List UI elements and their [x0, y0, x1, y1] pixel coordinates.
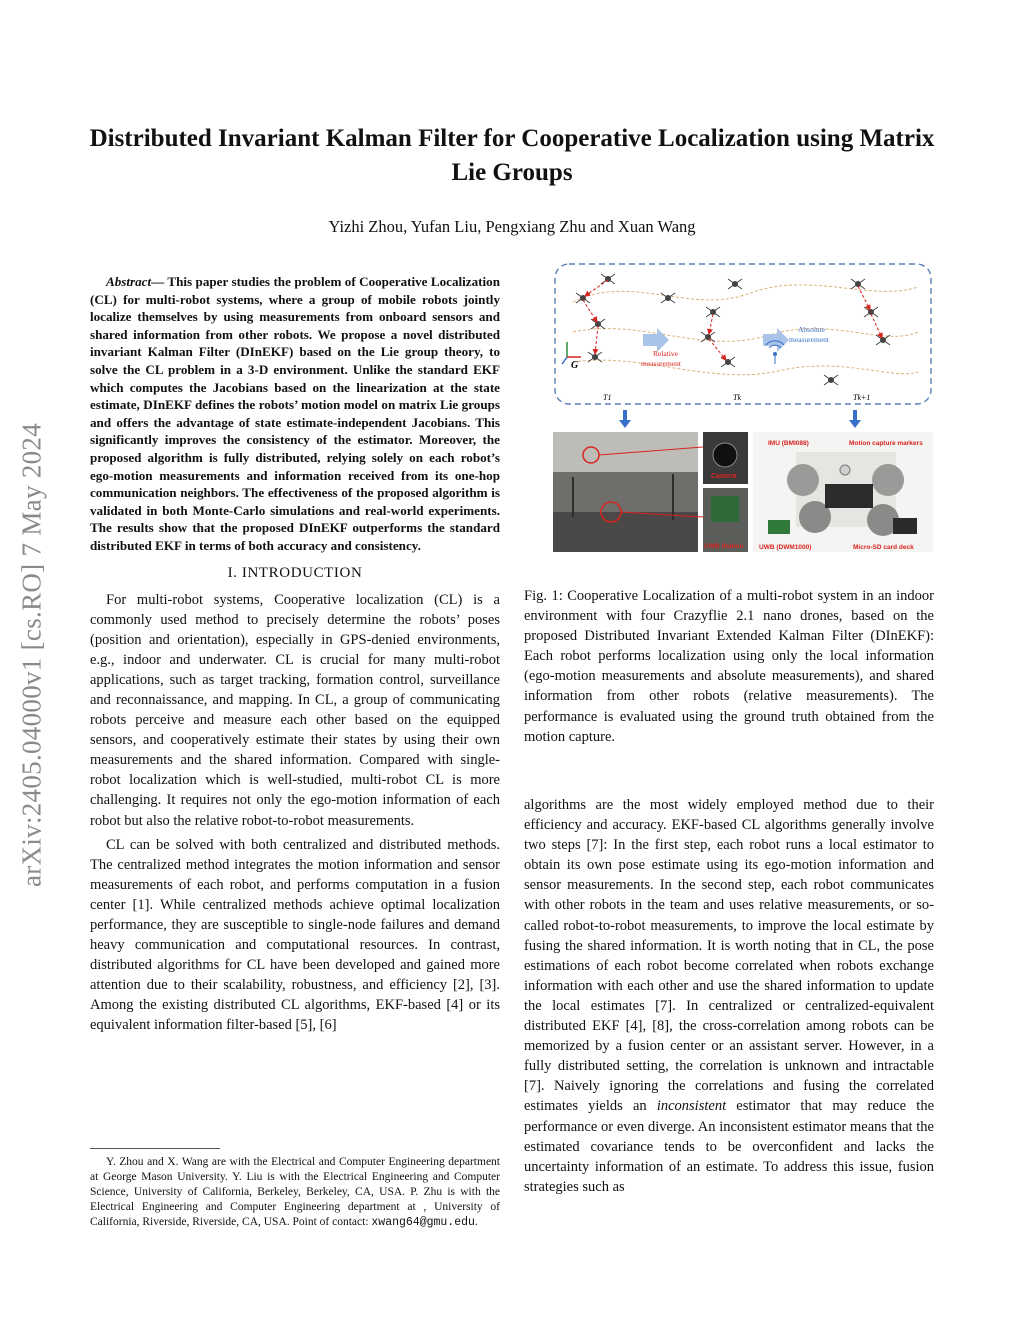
sd-deck-icon — [893, 518, 917, 534]
drone-body-icon — [825, 484, 873, 508]
camera-lens-icon — [713, 443, 737, 467]
propeller-icon — [872, 464, 904, 496]
relative-label-line2: measurement — [641, 359, 681, 368]
abstract — [90, 273, 500, 555]
uwb-label: UWB (DWM1000) — [759, 544, 812, 551]
arxiv-stamp-text: arXiv:2405.04000v1 [cs.RO] 7 May 2024 — [16, 422, 47, 888]
footnote-divider — [90, 1148, 220, 1149]
lab-photo-ceiling — [553, 432, 698, 472]
uwb-module-icon — [768, 520, 790, 534]
intro-paragraph-3-tail: estimator that may reduce the performance or even diverge. An inconsistent estimator means that the estimated covariance tends to be overconfident and lacks the uncertainty information of an estimate. To address this issue, fusion strategies such as — [524, 1098, 935, 1195]
camera-label: Camera — [711, 473, 737, 480]
frame-label: G — [571, 360, 579, 371]
uwb-board-icon — [711, 496, 739, 522]
marker-ball-icon — [840, 465, 850, 475]
time-label-tk: Tk — [733, 393, 741, 402]
markers-label: Motion capture markers — [849, 440, 923, 447]
intro-paragraph-3-text: algorithms are the most widely employed method due to their efficiency and accuracy. EKF-based CL algorithms generally involve two steps [7]: In the first step, each robot runs a local estimator to obtain its own pose estimate using its ego-motion information and sensor measurements. In the second step, each robot communicates with other robots in the team and uses relative measurements, or so-called robot-to-robot measurements, to improve the local estimate by fusing the shared information. It is worth noting that in CL, the pose estimations of each robot become correlated when robots exchange information with each other and use the shared information to update the local estimates [7]. In centralized or centralized-equivalent distributed EKF [4], [8], the cross-correlation among robots can be memorized by a fusion center or an assistant server. However, in a fully distributed setting, the correlation is unknown and intractable [7]. Naively ignoring the correlations and fusing the correlated estimates yields an — [524, 797, 934, 1115]
figure-1 — [553, 262, 933, 554]
down-arrow-icon — [619, 410, 631, 428]
figure-caption: Fig. 1: Cooperative Localization of a multi-robot system in an indoor environment with four Crazyflie 2.1 nano drones, based on the proposed Distributed Invariant Extended Kalman Filter (DInEKF): Each robot performs localization using only the local information (ego-motion measurements and absolute measurements), and shared information from other robots (relative measurements). The performance is evaluated using the ground truth obtained from the motion capture. — [524, 588, 934, 745]
intro-paragraph-1: For multi-robot systems, Cooperative localization (CL) is a commonly used method to precisely determine the robots’ poses (position and orientation), especially in GPS-denied environments, e.g., indoor and underwater. CL is crucial for many multi-robot applications, such as target tracking, formation control, surveillance and reconnaissance, and mapping. In CL, a group of communicating robots perceive and measure each other based on the equipped sensors, and cooperatively estimate their states by using their own measurements and the shared information. Compared with single-robot localization which is well-studied, multi-robot CL is more challenging. It requires not only the ego-motion information of each robot but also the relative robot-to-robot measurements. — [90, 591, 500, 829]
sd-label: Micro-SD card deck — [853, 544, 914, 551]
abstract-text: — This paper studies the problem of Cooperative Localization (CL) for multi-robot systems, where a group of mobile robots jointly localize themselves by using measurements from onboard sensors and shared information from other robots. We propose a novel distributed invariant Kalman Filter (DInEKF) based on the Lie group theory, to solve the CL problem in a 3-D environment. Unlike the standard EKF which computes the Jacobians based on the linearization at the state estimate, DInEKF defines the robots’ motion model on matrix Lie groups and offers the advantage of state estimate-independent Jacobians. This significantly improves the consistency of the estimator. Moreover, the proposed algorithm is fully distributed, relying solely on each robot’s ego-motion measurements and information received from its one-hop communication neighbors. The effectiveness of the proposed algorithm is validated in both Monte-Carlo simulations and real-world experiments. The results show that the proposed DInEKF outperforms the standard distributed EKF in terms of both accuracy and consistency. — [90, 274, 500, 553]
time-label-t1: T1 — [603, 393, 612, 402]
absolute-label-line1: Absolute — [798, 325, 826, 334]
relative-label-line1: Relative — [653, 349, 678, 358]
inconsistent-emphasis: inconsistent — [656, 1098, 727, 1115]
paper-authors: Yizhi Zhou, Yufan Liu, Pengxiang Zhu and Xuan Wang — [328, 217, 696, 236]
left-column — [90, 273, 500, 1036]
section-heading-introduction: I. INTRODUCTION — [227, 564, 363, 581]
footnote-end: . — [474, 1216, 478, 1229]
imu-label: IMU (BMI088) — [768, 440, 809, 447]
lab-photo-floor — [553, 512, 698, 552]
abstract-lead: Abstract — [106, 274, 152, 289]
absolute-label-line2: measurement — [789, 335, 829, 344]
footnote-text: Y. Zhou and X. Wang are with the Electrical and Computer Engineering department at George Mason University. Y. Liu is with the Electrical Engineering and Computer Science, University of California, Berkeley, Berkeley, CA, USA. P. Zhu is with the Electrical Engineering and Computer Engineering department at , University of California, Riverside, Riverside, CA, USA. Point of contact: — [90, 1156, 500, 1229]
time-label-tk1: Tk+1 — [853, 393, 871, 402]
paper-title: Distributed Invariant Kalman Filter for Cooperative Localization using Matrix Lie Groups — [89, 125, 935, 186]
diagram-border — [555, 264, 931, 404]
down-arrow-icon — [849, 410, 861, 428]
arxiv-stamp — [12, 355, 52, 955]
right-column — [524, 795, 934, 1197]
intro-paragraph-2: CL can be solved with both centralized and distributed methods. The centralized method integrates the motion information and sensor measurements of each robot, and performs computation in a fusion center [1]. While centralized methods achieve optimal localization performance, they are susceptible to single-node failures and demand heavy communication and computational resources. In contrast, distributed algorithms for CL have been developed and gained more attention due to their scalability, robustness, and efficiency [2], [3]. Among the existing distributed CL algorithms, EKF-based [4] or its equivalent information filter-based [5], [6] — [90, 836, 500, 1034]
propeller-icon — [787, 464, 819, 496]
contact-email: xwang64@gmu.edu — [371, 1216, 475, 1230]
footnote — [90, 1155, 500, 1230]
uwb-station-label: UWB Station — [704, 543, 744, 550]
intro-paragraph-3 — [524, 795, 934, 1197]
